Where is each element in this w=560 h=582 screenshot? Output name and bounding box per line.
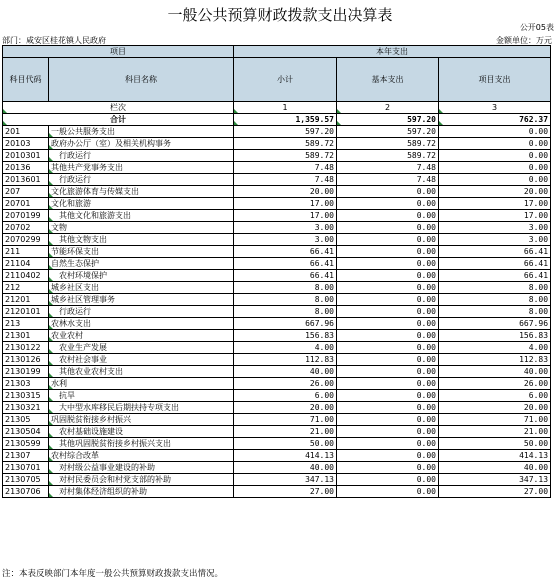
- row-name: 一般公共服务支出: [49, 126, 234, 138]
- unit-label: 金额单位：万元: [496, 36, 552, 45]
- row-subtotal: 3.00: [234, 234, 337, 246]
- row-proj: 66.41: [439, 246, 551, 258]
- row-code: 2130706: [3, 486, 49, 498]
- row-code: 21201: [3, 294, 49, 306]
- row-subtotal: 50.00: [234, 438, 337, 450]
- row-proj: 66.41: [439, 258, 551, 270]
- table-row: [3, 378, 551, 390]
- footnote: 注：本表反映部门本年度一般公共预算财政拨款支出情况。: [2, 569, 224, 579]
- row-code: 21301: [3, 330, 49, 342]
- row-subtotal: 40.00: [234, 462, 337, 474]
- row-name: 农村基础设施建设: [49, 426, 234, 438]
- row-code: 2010301: [3, 150, 49, 162]
- row-subtotal: 20.00: [234, 186, 337, 198]
- page-title: 一般公共预算财政拨款支出决算表: [167, 6, 393, 24]
- seq-label: 栏次: [3, 102, 234, 114]
- row-name: 节能环保支出: [49, 246, 234, 258]
- row-basic: 0.00: [337, 186, 439, 198]
- row-proj: 6.00: [439, 390, 551, 402]
- table-row: [3, 246, 551, 258]
- row-subtotal: 414.13: [234, 450, 337, 462]
- table-row: [3, 198, 551, 210]
- row-name: 对村级公益事业建设的补助: [49, 462, 234, 474]
- row-basic: 0.00: [337, 450, 439, 462]
- row-subtotal: 8.00: [234, 282, 337, 294]
- row-basic: 0.00: [337, 222, 439, 234]
- row-basic: 0.00: [337, 462, 439, 474]
- header-code: 科目代码: [3, 58, 49, 102]
- row-subtotal: 40.00: [234, 366, 337, 378]
- row-basic: 0.00: [337, 294, 439, 306]
- row-subtotal: 667.96: [234, 318, 337, 330]
- row-name: 政府办公厅（室）及相关机构事务: [49, 138, 234, 150]
- total-basic: 597.20: [337, 114, 439, 126]
- row-name: 城乡社区支出: [49, 282, 234, 294]
- row-subtotal: 3.00: [234, 222, 337, 234]
- row-subtotal: 66.41: [234, 258, 337, 270]
- row-subtotal: 71.00: [234, 414, 337, 426]
- row-basic: 589.72: [337, 150, 439, 162]
- row-name: 巩固脱贫衔接乡村振兴: [49, 414, 234, 426]
- table-row: [3, 342, 551, 354]
- table-row: [3, 270, 551, 282]
- row-code: 2110402: [3, 270, 49, 282]
- row-basic: 0.00: [337, 246, 439, 258]
- row-basic: 0.00: [337, 210, 439, 222]
- header-proj: 项目支出: [439, 58, 551, 102]
- row-name: 农村综合改革: [49, 450, 234, 462]
- row-basic: 0.00: [337, 378, 439, 390]
- row-basic: 0.00: [337, 474, 439, 486]
- row-code: 21303: [3, 378, 49, 390]
- row-proj: 40.00: [439, 366, 551, 378]
- row-name: 其他农业农村支出: [49, 366, 234, 378]
- row-subtotal: 597.20: [234, 126, 337, 138]
- table-row: [3, 150, 551, 162]
- row-subtotal: 7.48: [234, 162, 337, 174]
- row-basic: 0.00: [337, 342, 439, 354]
- row-subtotal: 8.00: [234, 306, 337, 318]
- row-code: 2013601: [3, 174, 49, 186]
- row-code: 2120101: [3, 306, 49, 318]
- row-basic: 7.48: [337, 174, 439, 186]
- row-proj: 0.00: [439, 138, 551, 150]
- row-basic: 0.00: [337, 306, 439, 318]
- row-proj: 8.00: [439, 294, 551, 306]
- row-proj: 20.00: [439, 402, 551, 414]
- row-name: 其他文化和旅游支出: [49, 210, 234, 222]
- row-code: 20702: [3, 222, 49, 234]
- row-basic: 597.20: [337, 126, 439, 138]
- total-proj: 762.37: [439, 114, 551, 126]
- row-proj: 20.00: [439, 186, 551, 198]
- row-code: 2130199: [3, 366, 49, 378]
- row-name: 对村集体经济组织的补助: [49, 486, 234, 498]
- row-subtotal: 6.00: [234, 390, 337, 402]
- table-row: [3, 138, 551, 150]
- row-proj: 17.00: [439, 210, 551, 222]
- row-proj: 66.41: [439, 270, 551, 282]
- row-name: 行政运行: [49, 306, 234, 318]
- row-basic: 0.00: [337, 234, 439, 246]
- header-annual: 本年支出: [234, 46, 551, 58]
- row-name: 自然生态保护: [49, 258, 234, 270]
- row-name: 水利: [49, 378, 234, 390]
- row-code: 2130321: [3, 402, 49, 414]
- row-subtotal: 66.41: [234, 246, 337, 258]
- row-subtotal: 66.41: [234, 270, 337, 282]
- table-row: [3, 186, 551, 198]
- row-proj: 0.00: [439, 174, 551, 186]
- form-number: 公开05表: [519, 23, 554, 32]
- row-name: 文物: [49, 222, 234, 234]
- row-proj: 112.83: [439, 354, 551, 366]
- department-label: 部门：咸安区桂花镇人民政府: [2, 36, 106, 45]
- table-row: [3, 174, 551, 186]
- table-row: [3, 390, 551, 402]
- row-subtotal: 26.00: [234, 378, 337, 390]
- row-name: 其他巩固脱贫衔接乡村振兴支出: [49, 438, 234, 450]
- row-basic: 0.00: [337, 414, 439, 426]
- row-subtotal: 156.83: [234, 330, 337, 342]
- seq-row: [3, 102, 551, 114]
- table-row: [3, 450, 551, 462]
- row-subtotal: 589.72: [234, 138, 337, 150]
- row-code: 21307: [3, 450, 49, 462]
- row-code: 2130705: [3, 474, 49, 486]
- header-row-2: [3, 58, 551, 102]
- row-basic: 0.00: [337, 366, 439, 378]
- row-basic: 0.00: [337, 390, 439, 402]
- row-code: 2130701: [3, 462, 49, 474]
- table-row: [3, 402, 551, 414]
- row-name: 文化和旅游: [49, 198, 234, 210]
- row-name: 其他共产党事务支出: [49, 162, 234, 174]
- row-name: 其他文物支出: [49, 234, 234, 246]
- row-proj: 71.00: [439, 414, 551, 426]
- header-subtotal: 小计: [234, 58, 337, 102]
- row-basic: 0.00: [337, 330, 439, 342]
- table-row: [3, 426, 551, 438]
- row-basic: 0.00: [337, 438, 439, 450]
- table-row: [3, 330, 551, 342]
- row-proj: 0.00: [439, 126, 551, 138]
- table-row: [3, 462, 551, 474]
- row-proj: 667.96: [439, 318, 551, 330]
- row-proj: 3.00: [439, 234, 551, 246]
- row-code: 20701: [3, 198, 49, 210]
- header-name: 科目名称: [49, 58, 234, 102]
- row-subtotal: 8.00: [234, 294, 337, 306]
- row-subtotal: 21.00: [234, 426, 337, 438]
- row-basic: 0.00: [337, 270, 439, 282]
- row-name: 行政运行: [49, 150, 234, 162]
- table-row: [3, 414, 551, 426]
- header-row-1: [3, 46, 551, 58]
- row-name: 农村环境保护: [49, 270, 234, 282]
- row-subtotal: 589.72: [234, 150, 337, 162]
- row-subtotal: 4.00: [234, 342, 337, 354]
- row-code: 211: [3, 246, 49, 258]
- row-code: 20136: [3, 162, 49, 174]
- row-code: 20103: [3, 138, 49, 150]
- row-subtotal: 27.00: [234, 486, 337, 498]
- row-code: 21104: [3, 258, 49, 270]
- total-subtotal: 1,359.57: [234, 114, 337, 126]
- row-basic: 0.00: [337, 258, 439, 270]
- row-subtotal: 20.00: [234, 402, 337, 414]
- row-proj: 21.00: [439, 426, 551, 438]
- table-row: [3, 474, 551, 486]
- seq-1: 1: [234, 102, 337, 114]
- table-row: [3, 234, 551, 246]
- row-proj: 50.00: [439, 438, 551, 450]
- row-code: 2070299: [3, 234, 49, 246]
- row-proj: 8.00: [439, 306, 551, 318]
- row-code: 213: [3, 318, 49, 330]
- row-proj: 156.83: [439, 330, 551, 342]
- row-proj: 4.00: [439, 342, 551, 354]
- row-basic: 0.00: [337, 486, 439, 498]
- row-proj: 8.00: [439, 282, 551, 294]
- row-proj: 27.00: [439, 486, 551, 498]
- row-subtotal: 17.00: [234, 210, 337, 222]
- table-row: [3, 282, 551, 294]
- table-row: [3, 258, 551, 270]
- table-row: [3, 210, 551, 222]
- header-basic: 基本支出: [337, 58, 439, 102]
- expenditure-table: [2, 45, 551, 498]
- row-basic: 0.00: [337, 198, 439, 210]
- total-label: 合计: [3, 114, 234, 126]
- table-row: [3, 318, 551, 330]
- seq-3: 3: [439, 102, 551, 114]
- row-basic: 0.00: [337, 282, 439, 294]
- total-row: [3, 114, 551, 126]
- row-proj: 0.00: [439, 162, 551, 174]
- row-proj: 17.00: [439, 198, 551, 210]
- row-name: 行政运行: [49, 174, 234, 186]
- table-row: [3, 294, 551, 306]
- row-proj: 414.13: [439, 450, 551, 462]
- table-row: [3, 222, 551, 234]
- row-basic: 0.00: [337, 402, 439, 414]
- row-name: 对村民委员会和村党支部的补助: [49, 474, 234, 486]
- row-subtotal: 347.13: [234, 474, 337, 486]
- table-row: [3, 366, 551, 378]
- row-proj: 347.13: [439, 474, 551, 486]
- row-code: 2130315: [3, 390, 49, 402]
- row-name: 农业生产发展: [49, 342, 234, 354]
- row-code: 207: [3, 186, 49, 198]
- table-row: [3, 486, 551, 498]
- row-code: 2130599: [3, 438, 49, 450]
- table-row: [3, 126, 551, 138]
- table-row: [3, 162, 551, 174]
- row-subtotal: 7.48: [234, 174, 337, 186]
- row-code: 201: [3, 126, 49, 138]
- header-project: 项目: [3, 46, 234, 58]
- row-subtotal: 112.83: [234, 354, 337, 366]
- row-name: 农业农村: [49, 330, 234, 342]
- row-proj: 0.00: [439, 150, 551, 162]
- row-name: 文化旅游体育与传媒支出: [49, 186, 234, 198]
- row-code: 212: [3, 282, 49, 294]
- row-proj: 26.00: [439, 378, 551, 390]
- row-basic: 589.72: [337, 138, 439, 150]
- row-name: 农村社会事业: [49, 354, 234, 366]
- table-row: [3, 438, 551, 450]
- table-row: [3, 306, 551, 318]
- row-code: 2130504: [3, 426, 49, 438]
- row-code: 2070199: [3, 210, 49, 222]
- row-name: 大中型水库移民后期扶持专项支出: [49, 402, 234, 414]
- row-name: 城乡社区管理事务: [49, 294, 234, 306]
- row-basic: 7.48: [337, 162, 439, 174]
- row-proj: 40.00: [439, 462, 551, 474]
- row-code: 2130122: [3, 342, 49, 354]
- row-name: 抗旱: [49, 390, 234, 402]
- row-proj: 3.00: [439, 222, 551, 234]
- row-basic: 0.00: [337, 426, 439, 438]
- row-basic: 0.00: [337, 318, 439, 330]
- row-subtotal: 17.00: [234, 198, 337, 210]
- table-row: [3, 354, 551, 366]
- row-basic: 0.00: [337, 354, 439, 366]
- row-code: 2130126: [3, 354, 49, 366]
- seq-2: 2: [337, 102, 439, 114]
- row-name: 农林水支出: [49, 318, 234, 330]
- row-code: 21305: [3, 414, 49, 426]
